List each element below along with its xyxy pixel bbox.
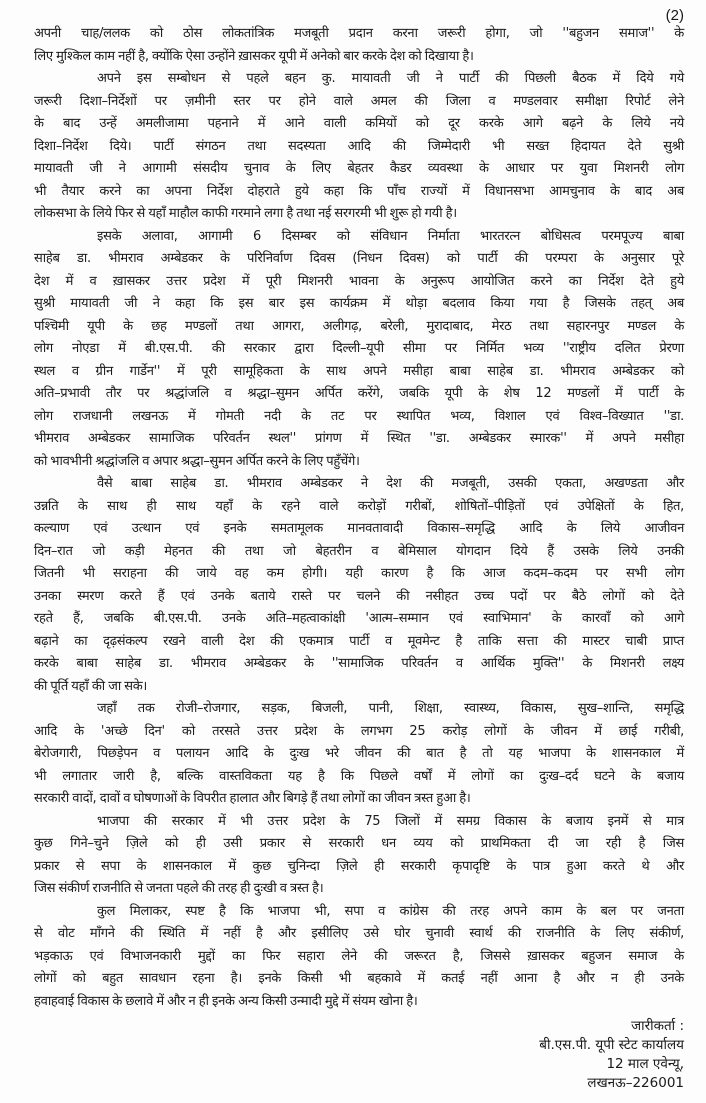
- text-line: कुल मिलाकर, स्पष्ट है कि भाजपा भी, सपा व कांग्रेस की तरह अपने काम के बल पर जनता: [97, 903, 684, 919]
- paragraph: [34, 901, 684, 1014]
- text-line: उन्नति के साथ ही साथ यहाँ के रहने वाले करोड़ों गरीबों, शोषितों–पीड़ितों एवं उपेक्षितों के हित,: [34, 498, 684, 514]
- text-line: साहेब डा. भीमराव अम्बेडकर के परिनिर्वाण दिवस (निधन दिवस) को पार्टी की परम्परा के अनुसार पूरे: [34, 251, 684, 266]
- text-line: भी तैयार करने का अपना निर्देश दोहराते हुये कहा कि पाँच राज्यों में विधानसभा आमचुनाव के बाद अब: [34, 183, 684, 199]
- issuer-city: लखनऊ–226001: [587, 1075, 684, 1091]
- text-line: सुश्री मायावती जी ने कहा कि इस बार इस कार्यक्रम में थोड़ा बदलाव किया गया है जिसके तहत् अब: [34, 296, 684, 311]
- paragraph: [34, 811, 684, 901]
- paragraph: [34, 68, 684, 226]
- text-line: लिए मुश्किल काम नहीं है, क्योंकि ऐसा उन्होंने ख़ासकर यूपी में अनेको बार करके देश को दिखाया है।: [34, 48, 474, 64]
- text-line: वैसे बाबा साहेब डा. भीमराव अम्बेडकर ने देश की मजबूती, उसकी एकता, अखण्डता और: [97, 476, 684, 491]
- text-line: के बाद उन्हें अमलीजामा पहनाने में आने वाली कमियों को दूर करके आगे बढ़ने के लिये नये: [34, 116, 684, 131]
- text-line: लोग राजधानी लखनऊ में गोमती नदी के तट पर स्थापित भव्य, विशाल एवं विश्व–विख्यात ''डा.: [34, 408, 684, 424]
- text-line: रहते हैं, जबकि बी.एस.पी. उनके अति–महत्वाकांक्षी 'आत्म–सम्मान एवं स्वाभिमान' के कारवाँ को आगे: [34, 611, 684, 626]
- text-line: भी लगातार जारी है, बल्कि वास्तविकता यह है कि पिछले वर्षों में लोगों का दुःख–दर्द घटने के बजाय: [34, 768, 684, 784]
- issuer-signature-block: [34, 1017, 684, 1093]
- text-line: भाजपा की सरकार में भी उत्तर प्रदेश के 75 जिलों में समग्र विकास के बजाय इनमें से मात्र: [97, 813, 684, 829]
- issuer-label: जारीकर्ता :: [631, 1018, 684, 1034]
- page-number: (2): [665, 7, 684, 24]
- text-line: लोग नोएडा में बी.एस.पी. की सरकार द्वारा दिल्ली–यूपी सीमा पर निर्मित भव्य ''राष्ट्रीय दलित प्रेरणा: [34, 341, 684, 356]
- text-line: जितनी भी सराहना की जाये वह कम होगी। यही कारण है कि आज कदम–कदम पर सभी लोग: [34, 566, 684, 581]
- text-line: जिस संकीर्ण राजनीति से जनता पहले की तरह ही दुःखी व त्रस्त है।: [34, 881, 324, 896]
- text-line: करके बाबा साहेब डा. भीमराव अम्बेडकर के ''सामाजिक परिवर्तन व आर्थिक मुक्ति'' के मिशनरी लक्ष्य: [34, 656, 684, 671]
- text-line: दिशा–निर्देश दिये। पार्टी संगठन तथा सदस्यता आदि की जिम्मेदारी भी सख्त हिदायत देते सुश्री: [34, 138, 684, 154]
- text-line: जहाँ तक रोजी–रोजगार, सड़क, बिजली, पानी, शिक्षा, स्वास्थ्य, विकास, सुख–शान्ति, समृद्धि: [97, 701, 684, 716]
- issuer-office: बी.एस.पी. यूपी स्टेट कार्यालय: [539, 1037, 684, 1053]
- text-line: अति–प्रभावी तौर पर श्रद्धांजलि व श्रद्धा–सुमन अर्पित करेंगे, जबकि यूपी के शेष 12 मण्डलों में पार्टी के: [34, 386, 684, 401]
- text-line: लोकसभा के लिये फिर से यहाँ माहौल काफी गरमाने लगा है तथा नई सरगरमी भी शुरू हो गयी है।: [34, 206, 457, 221]
- text-line: हवाहवाई विकास के छलावे में और न ही इनके अन्य किसी उन्मादी मुद्दे में संयम खोना है।: [34, 993, 418, 1009]
- document-body: [34, 23, 684, 1013]
- paragraph: [34, 23, 684, 68]
- text-line: सरकारी वादों, दावों व घोषणाओं के विपरीत हालात और बिगड़े हैं तथा लोगों का जीवन त्रस्त हुआ है।: [34, 791, 471, 806]
- text-line: प्रकार से सपा के शासनकाल में कुछ चुनिन्दा ज़िले ही सरकारी कृपादृष्टि के पात्र हुआ करते थे और: [34, 858, 684, 874]
- text-line: भीमराव अम्बेडकर सामाजिक परिवर्तन स्थल'' प्रांगण में स्थित ''डा. अम्बेडकर स्मारक'' में अपने मसीहा: [34, 431, 684, 446]
- text-line: कल्याण एवं उत्थान एवं इनके समतामूलक मानवतावादी विकास–समृद्धि आदि के लिये आजीवन: [34, 521, 684, 536]
- text-line: बढ़ाने का दृढ़संकल्प रखने वाली देश की एकमात्र पार्टी व मूवमेन्ट है ताकि सत्ता की मास्टर चाबी प्राप्त: [34, 633, 684, 649]
- text-line: स्थल व ग्रीन गार्डेन'' में पूरी सामूहिकता के साथ अपने मसीहा बाबा साहेब डा. भीमराव अम्बेडकर को: [34, 363, 684, 379]
- text-line: पश्चिमी यूपी के छह मण्डलों तथा आगरा, अलीगढ़, बरेली, मुरादाबाद, मेरठ तथा सहारनपुर मण्डल के: [34, 318, 684, 334]
- paragraph: [34, 226, 684, 474]
- text-line: लोगों को बहुत सावधान रहना है। इनके किसी भी बहकावे में कतई नहीं आना है और न ही उनके: [34, 971, 684, 986]
- text-line: की पूर्ति यहाँ की जा सके।: [34, 678, 148, 694]
- text-line: देश में व ख़ासकर उत्तर प्रदेश में पूरी मिशनरी भावना के अनुरूप आयोजित करने का निर्देश देते हुये: [34, 273, 684, 289]
- text-line: जरूरी दिशा–निर्देशों पर ज़मीनी स्तर पर होने वाले अमल की जिला व मण्डलवार समीक्षा रिपोर्ट लेने: [34, 93, 684, 109]
- text-line: भड़काऊ एवं विभाजनकारी मुद्दों का फिर सहारा लेने की जरूरत है, जिससे ख़ासकर बहुजन समाज के: [34, 948, 684, 964]
- text-line: अपने इस सम्बोधन से पहले बहन कु. मायावती जी ने पार्टी की पिछली बैठक में दिये गये: [97, 71, 684, 86]
- text-line: से वोट माँगने की स्थिति में नहीं है और इसीलिए उसे घोर चुनावी स्वार्थ की राजनीति के लिए संकीर्ण,: [34, 926, 684, 941]
- text-line: दिन–रात जो कड़ी मेहनत की तथा जो बेहतरीन व बेमिसाल योगदान दिये हैं उसके लिये उनकी: [34, 543, 684, 559]
- text-line: उनका स्मरण करते हैं एवं उनके बताये रास्ते पर चलने की नसीहत उच्च पदों पर बैठे लोगों को देते: [34, 588, 684, 604]
- text-line: अपनी चाह/ललक को ठोस लोकतांत्रिक मजबूती प्रदान करना जरूरी होगा, जो ''बहुजन समाज'' के: [34, 26, 684, 41]
- text-line: को भावभीनी श्रद्धांजलि व अपार श्रद्धा–सुमन अर्पित करने के लिए पहुँचेंगे।: [34, 453, 360, 469]
- text-line: आदि के 'अच्छे दिन' को तरसते उत्तर प्रदेश के लगभग 25 करोड़ लोगों के जीवन में छाई गरीबी,: [34, 723, 684, 739]
- issuer-address: 12 माल एवेन्यू,: [606, 1056, 684, 1072]
- paragraph: [34, 473, 684, 698]
- text-line: बेरोजगारी, पिछड़ेपन व पलायन आदि के दुःख भरे जीवन की बात है तो यह भाजपा के शासनकाल में: [34, 746, 685, 761]
- paragraph: [34, 698, 684, 811]
- text-line: कुछ गिने–चुने ज़िले को ही उसी प्रकार से सरकारी धन व्यय को प्राथमिकता दी जा रही है जिस: [34, 836, 684, 851]
- text-line: मायावती जी ने आगामी संसदीय चुनाव के लिए बेहतर कैडर व्यवस्था के आधार पर युवा मिशनरी लोग: [34, 161, 684, 176]
- text-line: इसके अलावा, आगामी 6 दिसम्बर को संविधान निर्माता भारतरत्न बोधिसत्व परमपूज्य बाबा: [97, 228, 684, 244]
